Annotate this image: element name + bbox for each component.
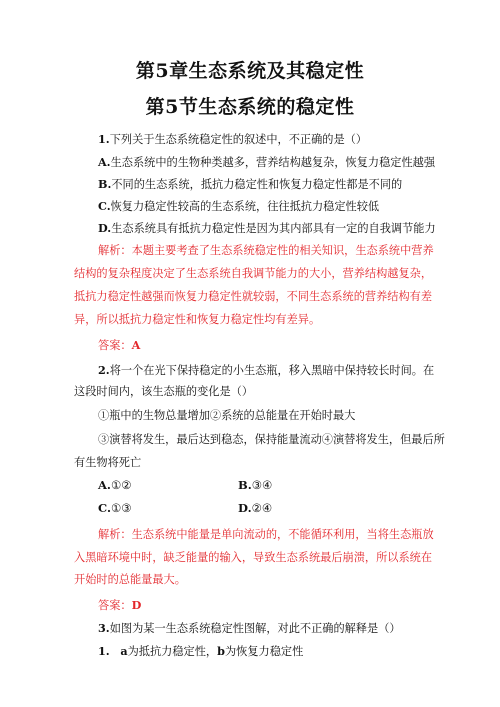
option-label: B.: [238, 478, 252, 492]
option-label: A.: [98, 478, 111, 492]
option-text: ①②: [110, 478, 132, 492]
question-1-analysis-line: 结构的复杂程度决定了生态系统自我调节能力的大小，营养结构越复杂，: [74, 267, 433, 280]
question-2-answer: [98, 597, 141, 614]
option-text: 生态系统中的生物种类越多，营养结构越复杂，恢复力稳定性越强: [110, 156, 436, 169]
question-2-number: 2.: [98, 363, 110, 377]
option-text: 生态系统具有抵抗力稳定性是因为其内部具有一定的自我调节能力: [111, 222, 436, 235]
option-label: C.: [98, 501, 111, 515]
option-label: C.: [98, 199, 111, 213]
question-1-analysis-line: 异，所以抵抗力稳定性和恢复力稳定性均有差异。: [74, 313, 321, 326]
chapter-title: 第5章生态系统及其稳定性: [135, 60, 365, 82]
item-text: 为恢复力稳定性: [224, 645, 304, 658]
question-1-text: 下列关于生态系统稳定性的叙述中，不正确的是（）: [109, 133, 368, 146]
question-3-item-1: [98, 643, 303, 660]
item-text: 为抵抗力稳定性，: [127, 645, 218, 658]
question-1-answer: [98, 337, 140, 354]
question-1-option-c: [98, 198, 379, 215]
answer-label: 答案：: [98, 339, 132, 352]
question-2-option-b: [238, 478, 272, 492]
option-text: 不同的生态系统，抵抗力稳定性和恢复力稳定性都是不同的: [111, 178, 403, 191]
question-2-statement: 有生物将死亡: [74, 456, 142, 469]
option-label: A.: [98, 155, 111, 169]
option-text: ③④: [251, 478, 273, 492]
option-text: ①③: [110, 501, 132, 515]
question-1-option-a: [98, 154, 435, 171]
question-1-analysis-line: 解析：本题主要考查了生态系统稳定性的相关知识，生态系统中营养: [98, 244, 434, 257]
question-2-option-c: [98, 501, 132, 515]
question-3-stem: [98, 620, 401, 637]
question-1-option-b: [98, 176, 402, 193]
question-2-statement: ①瓶中的生物总量增加②系统的总能量在开始时最大: [98, 409, 356, 422]
question-3-number: 3.: [98, 621, 110, 635]
question-2-stem-line-2: 这段时间内，该生态瓶的变化是（）: [74, 385, 254, 398]
option-label: B.: [98, 177, 112, 191]
option-text: 恢复力稳定性较高的生态系统，往往抵抗力稳定性较低: [110, 200, 380, 213]
question-2-analysis-line: 开始时的总能量最大。: [74, 573, 186, 586]
question-2-stem-line-1: [98, 362, 434, 379]
option-label: D.: [98, 221, 112, 235]
item-number: 1.: [98, 644, 110, 658]
option-text: ②④: [251, 501, 273, 515]
question-2-option-d: [238, 501, 272, 515]
question-1-stem: [98, 131, 367, 148]
question-2-analysis-line: 解析：生态系统中能量是单向流动的，不能循环利用，当将生态瓶放: [98, 528, 434, 541]
question-2-analysis-line: 入黑暗环境中时，缺乏能量的输入，导致生态系统最后崩溃，所以系统在: [74, 551, 433, 564]
question-1-number: 1.: [98, 132, 110, 146]
answer-value: A: [131, 338, 141, 352]
answer-value: D: [131, 598, 142, 612]
question-1-option-d: [98, 220, 436, 237]
item-symbol-b: b: [217, 644, 225, 658]
question-3-text: 如图为某一生态系统稳定性图解，对此不正确的解释是（）: [109, 622, 401, 635]
option-label: D.: [238, 501, 252, 515]
question-2-option-a: [98, 478, 132, 492]
question-2-text: 将一个在光下保持稳定的小生态瓶，移入黑暗中保持较长时间。在: [109, 364, 435, 377]
section-title: 第5节生态系统的稳定性: [145, 96, 355, 118]
answer-label: 答案：: [98, 599, 132, 612]
item-symbol-a: a: [120, 644, 128, 658]
question-1-analysis-line: 抵抗力稳定性越强而恢复力稳定性就较弱，不同生态系统的营养结构有差: [74, 290, 433, 303]
question-2-statement: ③演替将发生，最后达到稳态，保持能量流动④演替将发生，但最后所: [98, 433, 445, 446]
